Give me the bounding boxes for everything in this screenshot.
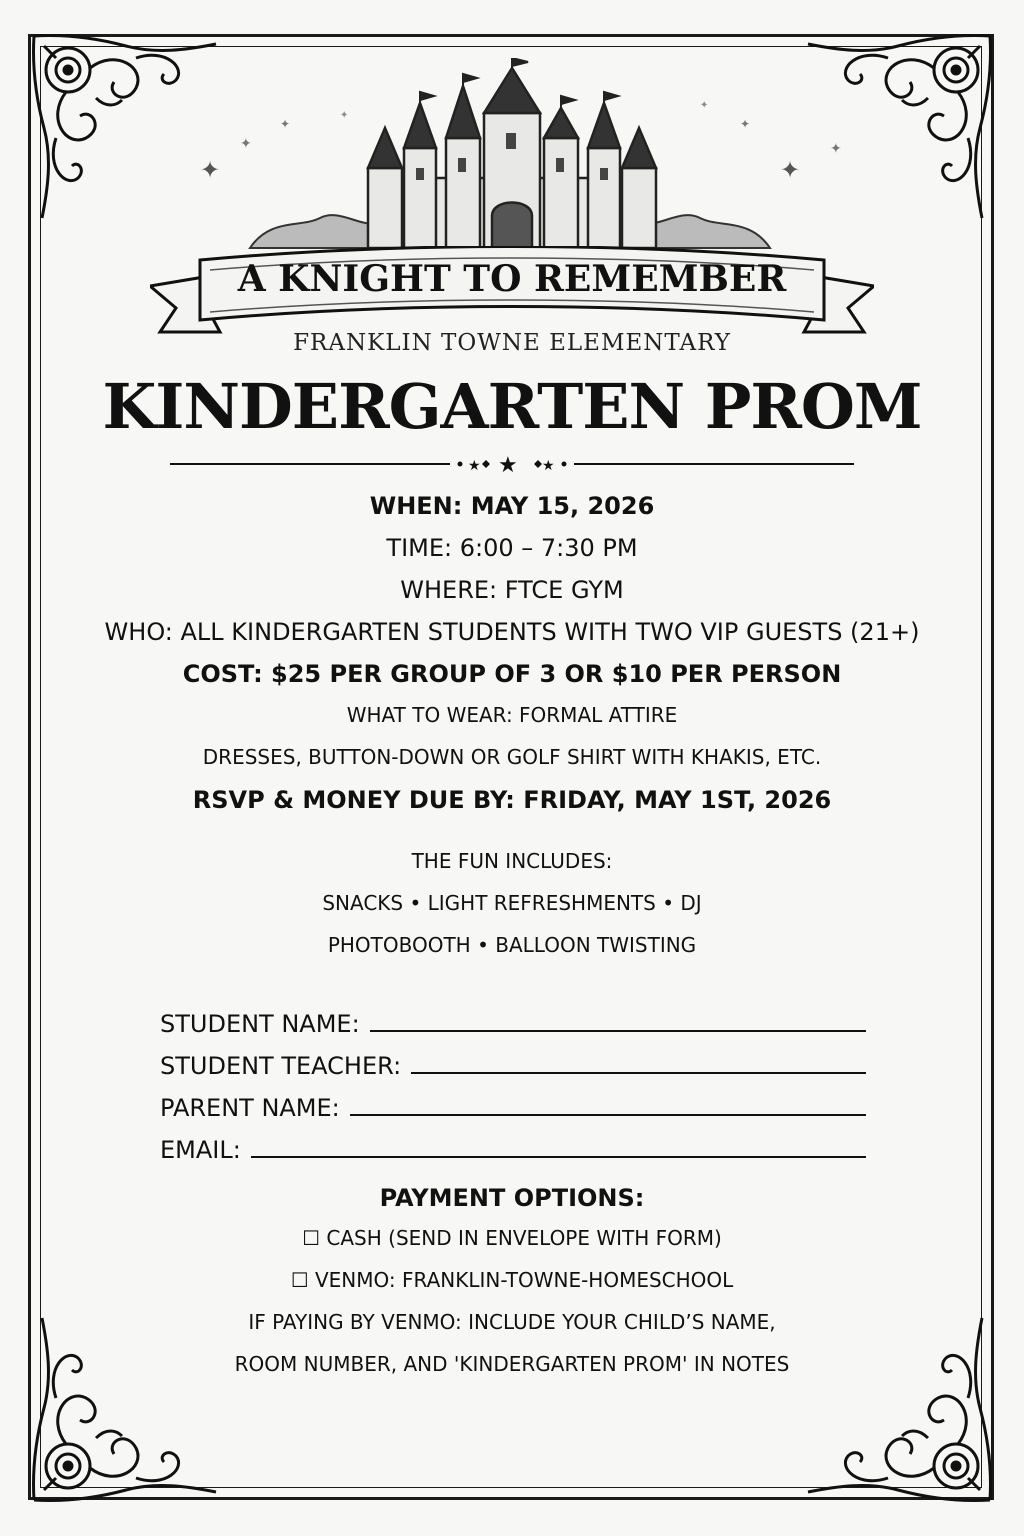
svg-text:✦: ✦	[340, 110, 349, 121]
payment-option-cash[interactable]: ☐ CASH (SEND IN ENVELOPE WITH FORM)	[302, 1226, 722, 1250]
fun-heading: THE FUN INCLUDES:	[411, 849, 613, 873]
svg-text:★: ★	[542, 458, 555, 474]
student-teacher-blank[interactable]	[411, 1072, 866, 1074]
parent-name-field[interactable]	[160, 1088, 866, 1122]
svg-text:✦: ✦	[740, 117, 751, 131]
star-divider	[170, 452, 854, 476]
student-teacher-label: STUDENT TEACHER:	[160, 1052, 402, 1080]
fun-list-line-1: SNACKS • LIGHT REFRESHMENTS • DJ	[322, 891, 702, 915]
payment-option-venmo[interactable]: ☐ VENMO: FRANKLIN-TOWNE-HOMESCHOOL	[290, 1268, 734, 1292]
dress-code: WHAT TO WEAR: FORMAL ATTIRE	[346, 703, 678, 727]
payment-heading: PAYMENT OPTIONS:	[379, 1184, 645, 1212]
student-teacher-field[interactable]	[160, 1046, 866, 1080]
svg-text:✦: ✦	[200, 156, 221, 184]
svg-text:✦: ✦	[780, 156, 801, 184]
email-label: EMAIL:	[160, 1136, 241, 1164]
rsvp-deadline: RSVP & MONEY DUE BY: FRIDAY, MAY 1ST, 2026	[192, 786, 832, 814]
castle-illustration	[140, 58, 884, 258]
svg-text:★: ★	[468, 458, 481, 474]
svg-text:✦: ✦	[240, 136, 252, 152]
email-field[interactable]	[160, 1130, 866, 1164]
email-blank[interactable]	[251, 1156, 866, 1158]
event-date: WHEN: MAY 15, 2026	[369, 492, 655, 520]
corner-ornament-bottom-right	[798, 1308, 998, 1508]
event-attendees: WHO: ALL KINDERGARTEN STUDENTS WITH TWO VIP GUESTS (21+)	[104, 618, 920, 646]
svg-text:✦: ✦	[830, 141, 842, 157]
event-time: TIME: 6:00 – 7:30 PM	[386, 534, 638, 562]
corner-ornament-bottom-left	[26, 1308, 226, 1508]
student-name-blank[interactable]	[370, 1030, 866, 1032]
student-name-label: STUDENT NAME:	[160, 1010, 360, 1038]
event-cost: COST: $25 PER GROUP OF 3 OR $10 PER PERSON	[182, 660, 842, 688]
page-title: KINDERGARTEN PROM	[102, 370, 922, 443]
svg-text:✦: ✦	[280, 117, 291, 131]
venmo-note-line-2: ROOM NUMBER, AND 'KINDERGARTEN PROM' IN NOTES	[234, 1352, 790, 1376]
banner-title: A KNIGHT TO REMEMBER	[237, 258, 787, 300]
parent-name-blank[interactable]	[350, 1114, 866, 1116]
venmo-note-line-1: IF PAYING BY VENMO: INCLUDE YOUR CHILD’S NAME,	[248, 1310, 776, 1334]
svg-text:✦: ✦	[700, 100, 709, 111]
dress-code-examples: DRESSES, BUTTON-DOWN OR GOLF SHIRT WITH KHAKIS, ETC.	[202, 745, 822, 769]
parent-name-label: PARENT NAME:	[160, 1094, 340, 1122]
event-location: WHERE: FTCE GYM	[400, 576, 624, 604]
svg-text:★: ★	[498, 453, 518, 476]
student-name-field[interactable]	[160, 1004, 866, 1038]
fun-list-line-2: PHOTOBOOTH • BALLOON TWISTING	[327, 933, 697, 957]
school-name: FRANKLIN TOWNE ELEMENTARY	[293, 330, 731, 356]
